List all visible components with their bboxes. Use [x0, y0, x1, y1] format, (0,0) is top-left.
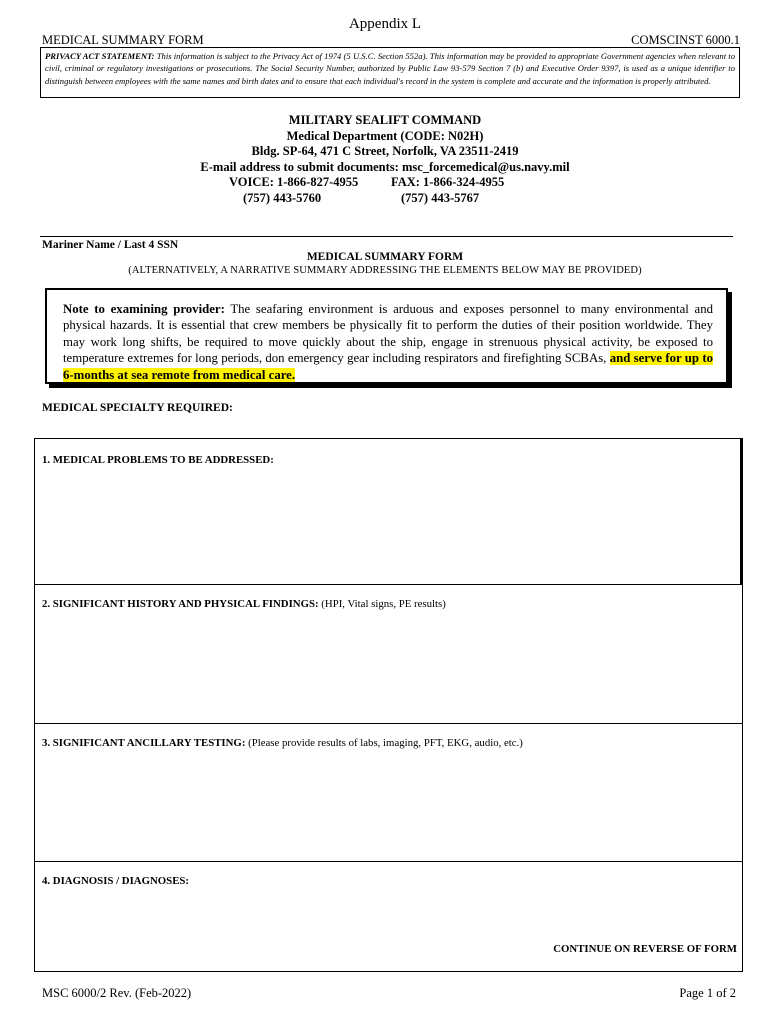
department-name: Medical Department (CODE: N02H): [286, 128, 484, 143]
privacy-act-statement: [40, 47, 740, 98]
section-3-hint: (Please provide results of labs, imaging, PFT, EKG, audio, etc.): [245, 737, 523, 749]
command-address: Bldg. SP-64, 471 C Street, Norfolk, VA 23511-2419: [251, 144, 519, 158]
page-number: Page 1 of 2: [679, 986, 736, 1000]
section-1-title: 1. MEDICAL PROBLEMS TO BE ADDRESSED:: [42, 454, 274, 466]
summary-sections-box: [34, 438, 743, 972]
medical-specialty-label: MEDICAL SPECIALTY REQUIRED:: [42, 402, 233, 414]
privacy-text: This information is subject to the Privacy Act of 1974 (5 U.S.C. Section 552a). This information may be provided to appropriate Government agencies when relevant to civil, criminal or regulatory investigations or prosecutions. The Social Security Number, authorized by Public Law 93-579 Section 7 (b) and Executive Order 9397, is used as a unique identifier to distinguish between employees with the same names and birth dates and to ensure that each individual's record in the system is complete and accurate and the information is properly attributed.: [45, 51, 735, 86]
privacy-label: PRIVACY ACT STATEMENT:: [45, 51, 155, 61]
continue-on-reverse: CONTINUE ON REVERSE OF FORM: [553, 943, 737, 955]
note-body: The seafaring environment is arduous and exposes personnel to many environmental and physical hazards. It is essential that crew members be physically fit to perform the duties of their position worldwide. They may work long shifts, be required to move quickly about the ship, engage in strenuous physical activity, be exposed to temperature extremes for long periods, don emergency gear including respirators and firefighting SCBAs,: [63, 302, 713, 366]
command-contact-block: [0, 113, 770, 206]
medical-problems-field[interactable]: [39, 471, 736, 579]
command-name: MILITARY SEALIFT COMMAND: [288, 113, 482, 127]
form-subtitle: (ALTERNATIVELY, A NARRATIVE SUMMARY ADDRESSING THE ELEMENTS BELOW MAY BE PROVIDED): [128, 265, 642, 276]
provider-note-box: [45, 288, 728, 384]
mariner-name-label: Mariner Name / Last 4 SSN: [42, 239, 179, 251]
mariner-name-line[interactable]: [40, 236, 733, 237]
section-history-physical: [35, 584, 742, 723]
diagnoses-field[interactable]: [39, 892, 736, 940]
section-diagnoses: [35, 861, 742, 971]
form-title: MEDICAL SUMMARY FORM: [306, 251, 464, 263]
instruction-reference: COMSCINST 6000.1: [631, 33, 740, 47]
section-4-title: 4. DIAGNOSIS / DIAGNOSES:: [42, 875, 189, 887]
voice-number-1: VOICE: 1-866-827-4955: [229, 175, 359, 189]
fax-number-2: (757) 443-5767: [401, 190, 480, 205]
phone-row-1: [229, 175, 541, 191]
phone-row-2: [229, 191, 541, 207]
history-physical-field[interactable]: [39, 615, 736, 719]
section-2-label: [42, 598, 446, 610]
ancillary-testing-field[interactable]: [39, 754, 736, 857]
section-medical-problems: [35, 439, 742, 584]
section-2-hint: (HPI, Vital signs, PE results): [318, 598, 446, 610]
email-line: E-mail address to submit documents: msc_forcemedical@us.navy.mil: [200, 159, 570, 174]
section-2-title: 2. SIGNIFICANT HISTORY AND PHYSICAL FINDINGS:: [42, 598, 319, 610]
form-title-header: MEDICAL SUMMARY FORM: [42, 33, 204, 47]
note-lead: Note to examining provider:: [63, 302, 225, 316]
section-3-label: [42, 737, 523, 749]
section-4-label: [42, 875, 189, 887]
section-1-label: [42, 454, 274, 466]
appendix-label: Appendix L: [348, 16, 422, 32]
section-ancillary-testing: [35, 723, 742, 861]
voice-number-2: (757) 443-5760: [243, 190, 322, 205]
section-3-title: 3. SIGNIFICANT ANCILLARY TESTING:: [42, 737, 246, 749]
form-number: MSC 6000/2 Rev. (Feb-2022): [42, 986, 192, 1000]
note-highlight: and serve for up to 6-months at sea remote from medical care.: [63, 351, 713, 382]
fax-number-1: FAX: 1-866-324-4955: [391, 175, 505, 189]
